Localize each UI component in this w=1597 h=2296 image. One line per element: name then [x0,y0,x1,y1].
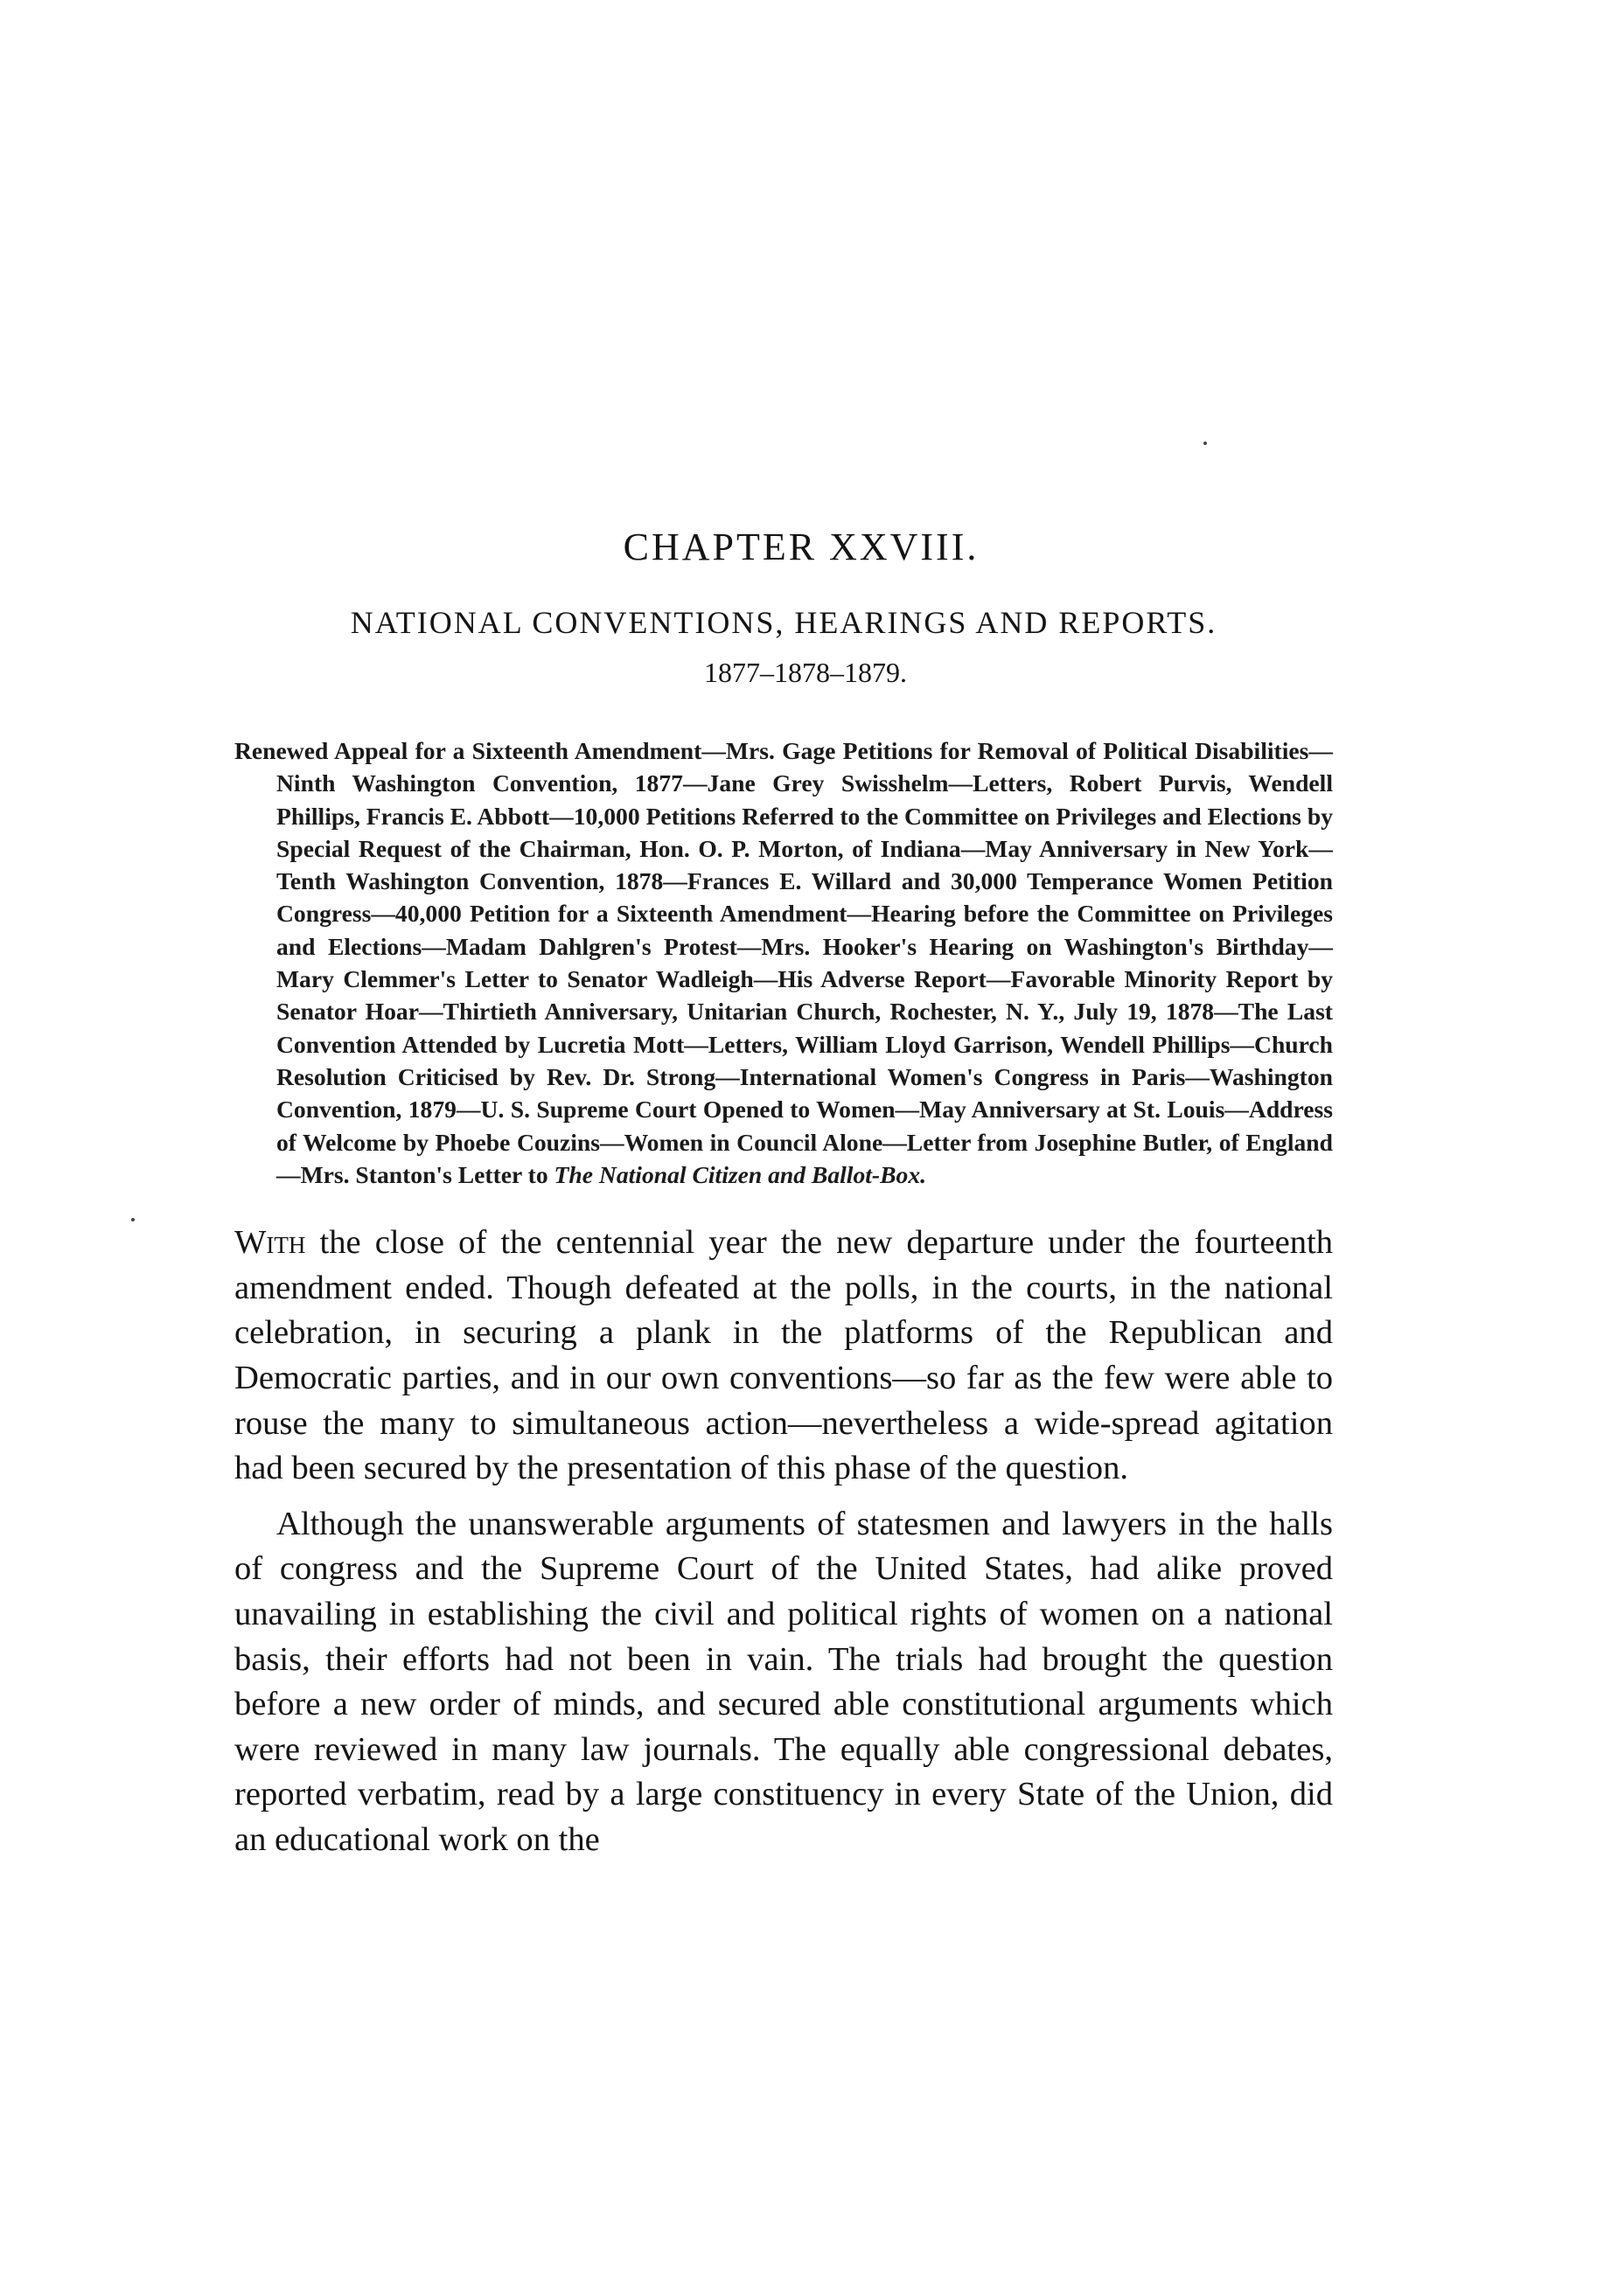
chapter-title: CHAPTER XXVIII. [623,525,980,568]
chapter-subtitle: NATIONAL CONVENTIONS, HEARINGS AND REPORTS. [350,605,1217,640]
scan-speck [1203,442,1207,445]
book-page [234,525,1333,1873]
summary-italic-title: The National Citizen and Ballot-Box. [554,1160,927,1188]
chapter-summary [234,734,1333,1191]
scan-speck [131,1218,135,1221]
paragraph-text: the close of the centennial year the new departure under the fourteenth amendment ended. Though defeated at the polls, in the courts, in the national celebration, in securing a plank in the platforms of the Republican and Democratic parties, and in our own conventions—so far as the few were able to rouse the many to simultaneous action—nevertheless a wide-spread agitation had been secured by the presentation of this phase of the question. [234,1224,1333,1487]
paragraph-lead-word: With [234,1224,306,1262]
body-paragraph-1 [234,1221,1333,1492]
chapter-years: 1877–1878–1879. [704,657,907,688]
body-paragraph-2: Although the unanswerable arguments of statesmen and lawyers in the halls of congress and the Supreme Court of the United States, had alike proved unavailing in establishing the civil and political rights of women on a national basis, their efforts had not been in vain. The trials had brought the question before a new order of minds, and secured able constitutional arguments which were reviewed in many law journals. The equally able congressional debates, reported verbatim, read by a large constituency in every State of the Union, did an educational work on the [234,1505,1333,1858]
summary-text: Renewed Appeal for a Sixteenth Amendment—Mrs. Gage Petitions for Removal of Political Disabilities—Ninth Washington Convention, 1877—Jane Grey Swisshelm—Letters, Robert Purvis, Wendell Phillips, Francis E. Abbott—10,000 Petitions Referred to the Committee on Privileges and Elections by Special Request of the Chairman, Hon. O. P. Morton, of Indiana—May Anniversary in New York—Tenth Washington Convention, 1878—Frances E. Willard and 30,000 Temperance Women Petition Congress—40,000 Petition for a Sixteenth Amendment—Hearing before the Committee on Privileges and Elections—Madam Dahlgren's Protest—Mrs. Hooker's Hearing on Washington's Birthday—Mary Clemmer's Letter to Senator Wadleigh—His Adverse Report—Favorable Minority Report by Senator Hoar—Thirtieth Anniversary, Unitarian Church, Rochester, N. Y., July 19, 1878—The Last Convention Attended by Lucretia Mott—Letters, William Lloyd Garrison, Wendell Phillips—Church Resolution Criticised by Rev. Dr. Strong—International Women's Congress in Paris—Washington Convention, 1879—U. S. Supreme Court Opened to Women—May Anniversary at St. Louis—Address of Welcome by Phoebe Couzins—Women in Council Alone—Letter from Josephine Butler, of England—Mrs. Stanton's Letter to [234,737,1333,1188]
